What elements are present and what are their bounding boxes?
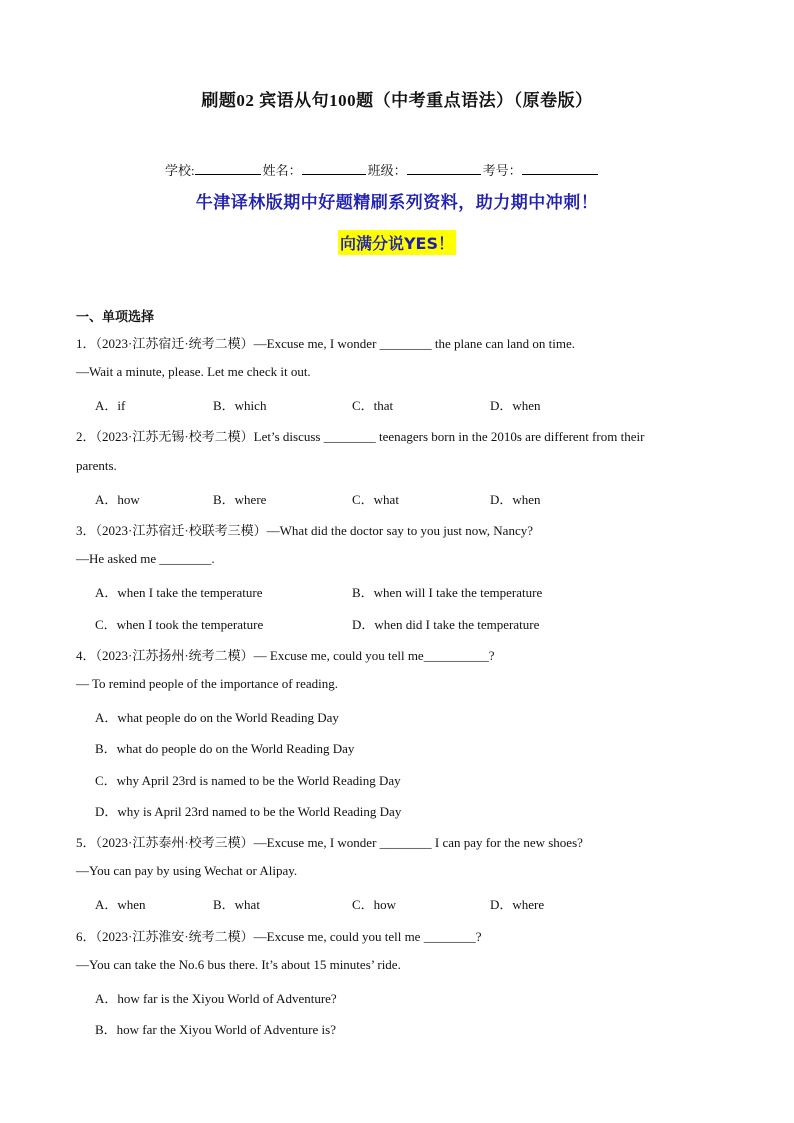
question-4-option-d[interactable]: D．why is April 23rd named to be the World Reading Day [95,804,402,819]
question-1-stem: 1．（2023·江苏宿迁·统考二模）—Excuse me, I wonder ________ the plane can land on time. [76,336,575,351]
question-6-reply: —You can take the No.6 bus there. It’s about 15 minutes’ ride. [76,957,401,972]
question-6-stem: 6．（2023·江苏淮安·统考二模）—Excuse me, could you tell me ________? [76,929,482,944]
student-info-line [165,160,600,179]
question-1-option-a[interactable]: A．if [95,398,126,413]
exam-no-label: 考号： [482,163,522,178]
question-6-option-b[interactable]: B．how far the Xiyou World of Adventure is? [95,1022,336,1037]
promo-slogan: 向满分说YES！ [338,230,456,255]
school-label: 学校: [165,163,195,178]
question-3-option-b[interactable]: B．when will I take the temperature [352,585,543,600]
class-label: 班级： [367,163,407,178]
class-blank[interactable] [407,162,481,175]
question-4-reply: — To remind people of the importance of reading. [76,676,339,691]
school-blank[interactable] [195,162,261,175]
question-3-reply: —He asked me ________. [76,551,215,566]
promo-banner: 牛津译林版期中好题精刷系列资料，助力期中冲刺！ [195,193,599,213]
question-5-option-c[interactable]: C．how [352,897,397,912]
name-blank[interactable] [302,162,366,175]
name-label: 姓名： [262,163,302,178]
question-5-option-d[interactable]: D．where [490,897,545,912]
question-5-option-b[interactable]: B．what [213,897,260,912]
question-1-option-b[interactable]: B．which [213,398,267,413]
question-1-reply: —Wait a minute, please. Let me check it out. [76,364,311,379]
question-3-option-a[interactable]: A．when I take the temperature [95,585,263,600]
question-6-option-a[interactable]: A．how far is the Xiyou World of Adventure? [95,991,337,1006]
question-4-option-a[interactable]: A．what people do on the World Reading Day [95,710,339,725]
question-2-option-d[interactable]: D．when [490,492,541,507]
section-title: 一、单项选择 [76,310,155,325]
question-4-option-b[interactable]: B．what do people do on the World Reading Day [95,741,355,756]
question-4-stem: 4．（2023·江苏扬州·统考二模）— Excuse me, could you tell me__________? [76,648,495,663]
question-3-stem: 3．（2023·江苏宿迁·校联考三模）—What did the doctor say to you just now, Nancy? [76,523,533,538]
question-2-option-a[interactable]: A．how [95,492,140,507]
question-2-stem-cont: parents. [76,458,117,473]
question-1-option-c[interactable]: C．that [352,398,394,413]
question-5-stem: 5．（2023·江苏泰州·校考三模）—Excuse me, I wonder ________ I can pay for the new shoes? [76,835,583,850]
question-2-stem: 2．（2023·江苏无锡·校考二模）Let’s discuss ________ teenagers born in the 2010s are different from their [76,429,645,444]
question-5-reply: —You can pay by using Wechat or Alipay. [76,863,298,878]
page-title: 刷题02 宾语从句100题（中考重点语法）（原卷版） [201,91,593,110]
question-2-option-c[interactable]: C．what [352,492,399,507]
question-5-option-a[interactable]: A．when [95,897,146,912]
question-1-option-d[interactable]: D．when [490,398,541,413]
question-2-option-b[interactable]: B．where [213,492,267,507]
question-4-option-c[interactable]: C．why April 23rd is named to be the World Reading Day [95,773,401,788]
question-3-option-d[interactable]: D．when did I take the temperature [352,617,540,632]
exam-no-blank[interactable] [522,162,598,175]
question-3-option-c[interactable]: C．when I took the temperature [95,617,264,632]
